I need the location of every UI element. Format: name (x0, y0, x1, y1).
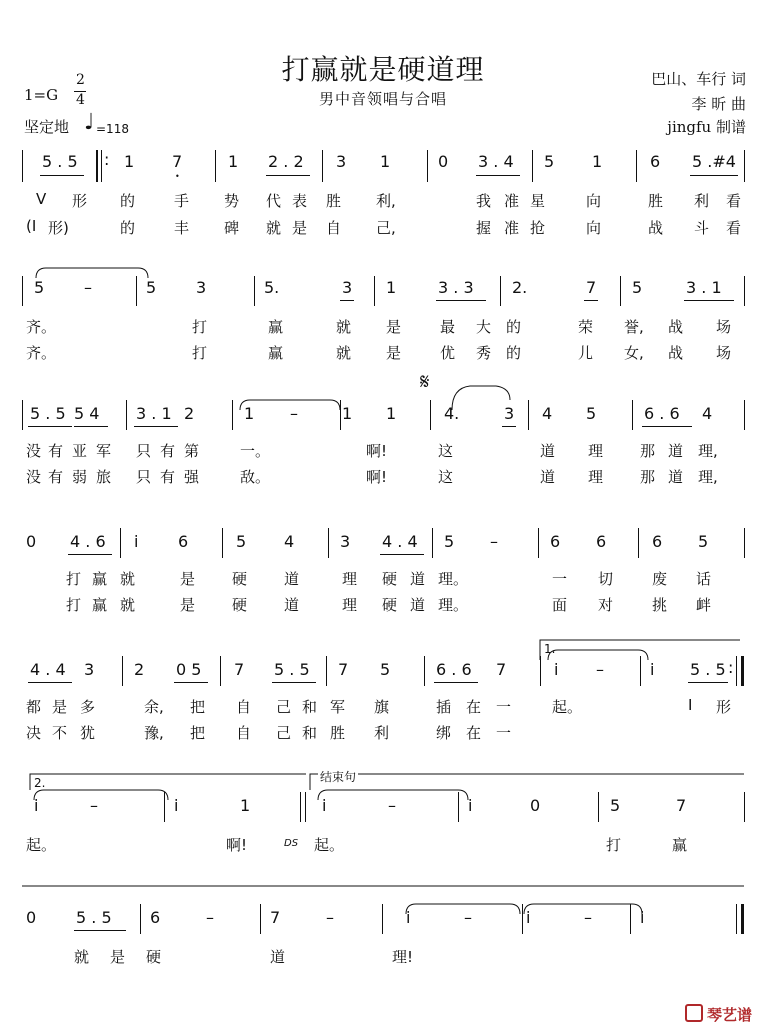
tempo-marking: 坚定地 (24, 118, 70, 136)
volta-1: 1. (544, 642, 556, 656)
arranger: jingfu 制谱 (667, 118, 746, 136)
key-signature: 1=G (24, 86, 59, 104)
quarter-note-icon: ♩ (84, 110, 95, 135)
volta-2: 2. (34, 776, 46, 790)
composer: 李 昕 曲 (691, 95, 746, 113)
tempo-value: =118 (96, 122, 129, 136)
segno-icon: 𝄋 (420, 370, 430, 395)
song-title: 打赢就是硬道理 (281, 53, 485, 86)
note-group: 5 . 5 (42, 152, 78, 171)
time-signature-top: 2 (76, 72, 85, 88)
lyricist: 巴山、车行 词 (651, 70, 746, 88)
time-signature-bottom: 4 (76, 92, 85, 108)
watermark-logo: 琴艺谱 (685, 1004, 752, 1025)
song-subtitle: 男中音领唱与合唱 (318, 90, 447, 108)
logo-icon (685, 1004, 703, 1022)
ending-label: 结束句 (320, 770, 357, 784)
